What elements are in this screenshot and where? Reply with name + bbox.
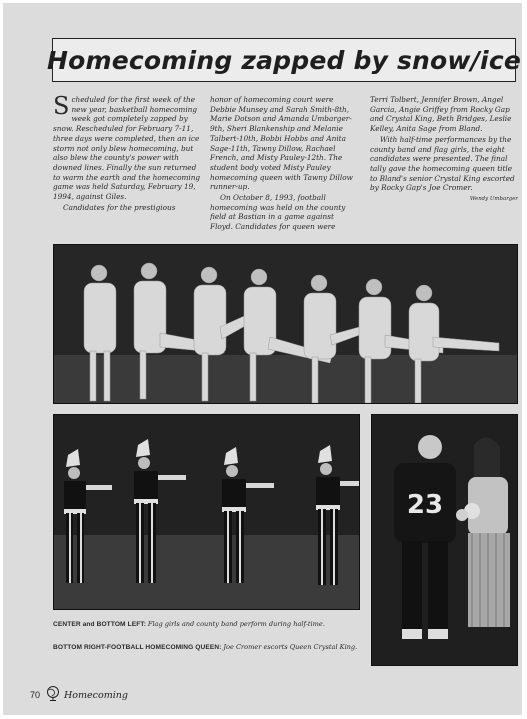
headline: Homecoming zapped by snow/ice bbox=[47, 45, 522, 75]
article-text-1: cheduled for the first week of the new year, basketball homecoming week got completely zapped by snow. Rescheduled for February 7-11, three days were completed, then an ice storm not only blew homecoming, but also blew the county's power with downed lines. Finally the sun returned to warm the earth and the homecoming game was held Saturday, February 19, 1994, against Giles. bbox=[53, 95, 201, 202]
article-column-3 bbox=[370, 95, 518, 233]
page-footer bbox=[30, 686, 128, 704]
globe-icon bbox=[46, 686, 60, 704]
article-text-2b: On October 8, 1993, football homecoming was held on the county field at Bastian in a game against Floyd. Candidates for queen were bbox=[210, 193, 346, 232]
headline-box bbox=[47, 38, 522, 82]
caption-band-label: CENTER and BOTTOM LEFT: bbox=[53, 621, 147, 628]
article-column-1 bbox=[53, 95, 201, 233]
drop-cap: S bbox=[53, 95, 70, 120]
section-name: Homecoming bbox=[64, 689, 128, 701]
caption-queen bbox=[53, 643, 360, 652]
page-number: 70 bbox=[30, 690, 41, 700]
jersey-number: 23 bbox=[406, 490, 444, 520]
article-text-1b: Candidates for the prestigious bbox=[63, 202, 176, 212]
homecoming-queen-photo bbox=[371, 414, 518, 666]
caption-queen-label: BOTTOM RIGHT-FOOTBALL HOMECOMING QUEEN: bbox=[53, 644, 222, 651]
article-column-2 bbox=[210, 95, 358, 233]
article-text-2: honor of homecoming court were Debbie Munsey and Sarah Smith-8th, Marie Dotson and Amanda Umbarger-9th, Sheri Blankenship and Melanie Talbert-10th, Bobbi Hobbs and Anita Sage-11th, Tawny Dillow, Rachael French, and Misty Pauley-12th. The student body voted Misty Pauley homecoming queen with Tawny Dillow runner-up. bbox=[210, 95, 353, 192]
flag-girls-photo bbox=[53, 244, 518, 404]
caption-band bbox=[53, 620, 360, 629]
byline: Wendy Umbarger bbox=[469, 196, 518, 203]
band-photo bbox=[53, 414, 360, 610]
article-text-3b: With half-time performances by the county band and flag girls, the eight candidates were presented. The final tally gave the homecoming queen title to Bland's senior Crystal King escorted by Rocky Gap's Joe Cromer. bbox=[370, 134, 515, 193]
article-text-3: Terri Tolbert, Jennifer Brown, Angel Garcia, Angie Griffey from Rocky Gap and Crystal King, Beth Bridges, Leslie Kelley, Anita Sage from Bland. bbox=[370, 95, 512, 134]
caption-queen-text: Joe Cromer escorts Queen Crystal King. bbox=[223, 643, 358, 651]
caption-band-text: Flag girls and county band perform during half-time. bbox=[147, 620, 325, 628]
